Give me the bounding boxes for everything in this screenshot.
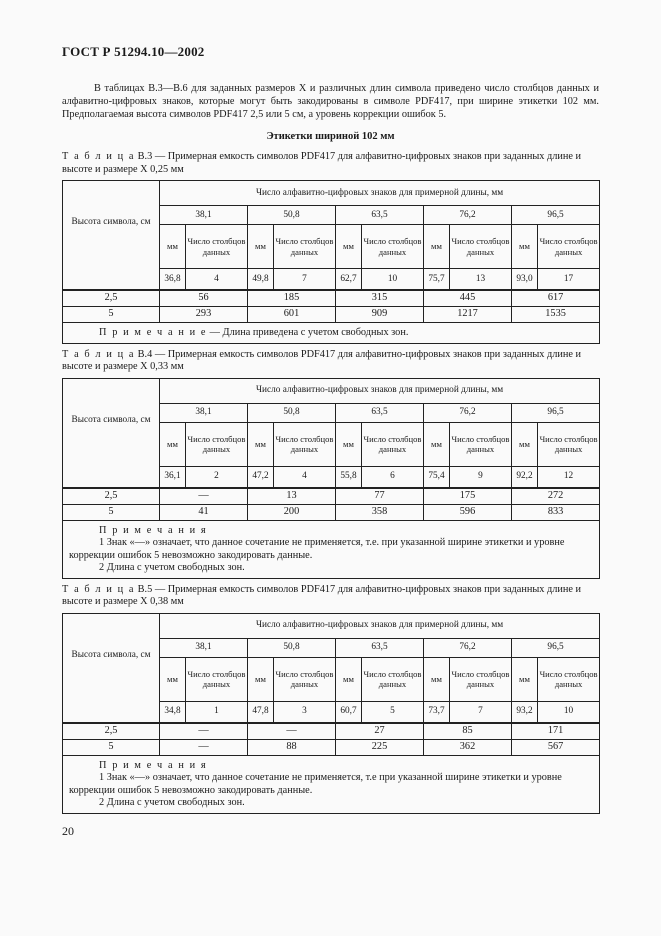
data-columns: 7	[274, 269, 336, 291]
note-text: — Длина приведена с учетом свободных зон.	[209, 327, 409, 338]
subheader-data-columns: Число столбцов данных	[186, 225, 248, 269]
subheader-data-columns: Число столбцов данных	[362, 657, 424, 701]
capacity-value: 445	[424, 290, 512, 307]
group-header: Число алфавитно-цифровых знаков для примерной длины, мм	[160, 181, 600, 206]
table-row	[63, 307, 600, 323]
capacity-value: 272	[512, 488, 600, 505]
subheader-data-columns: Число столбцов данных	[450, 657, 512, 701]
capacity-value: —	[160, 488, 248, 505]
length-header: 96,5	[512, 403, 600, 422]
subheader-mm: мм	[160, 657, 186, 701]
section-title: Этикетки шириной 102 мм	[266, 131, 395, 142]
capacity-value: 358	[336, 504, 424, 520]
subheader-data-columns: Число столбцов данных	[538, 225, 600, 269]
notes-cell	[63, 755, 600, 813]
subheader-data-columns: Число столбцов данных	[362, 225, 424, 269]
subheader-mm: мм	[424, 657, 450, 701]
actual-length: 93,2	[512, 701, 538, 723]
header-row	[63, 378, 600, 403]
capacity-value: 41	[160, 504, 248, 520]
subheader-data-columns: Число столбцов данных	[274, 657, 336, 701]
subheader-mm: мм	[512, 422, 538, 466]
subheader-mm: мм	[336, 225, 362, 269]
capacity-table	[62, 613, 600, 814]
data-columns: 1	[186, 701, 248, 723]
table-row	[63, 723, 600, 740]
capacity-value: 13	[248, 488, 336, 505]
note-label: П р и м е ч а н и я	[99, 524, 208, 536]
length-header: 50,8	[248, 206, 336, 225]
subheader-data-columns: Число столбцов данных	[450, 225, 512, 269]
tables-container	[62, 151, 599, 814]
actual-length: 92,2	[512, 466, 538, 488]
actual-length: 93,0	[512, 269, 538, 291]
subheader-data-columns: Число столбцов данных	[538, 657, 600, 701]
group-header: Число алфавитно-цифровых знаков для примерной длины, мм	[160, 378, 600, 403]
notes-row	[63, 323, 600, 344]
table-title: В.5 — Примерная емкость символов PDF417 для алфавитно-цифровых знаков при заданных длине и высоте и размере X 0,38 мм	[62, 583, 582, 607]
subheader-mm: мм	[336, 657, 362, 701]
data-columns: 9	[450, 466, 512, 488]
table-row	[63, 290, 600, 307]
table-label: Т а б л и ц а	[62, 348, 136, 360]
length-header: 63,5	[336, 206, 424, 225]
capacity-value: 1535	[512, 307, 600, 323]
row-header: Высота символа, см	[63, 613, 160, 723]
capacity-value: 56	[160, 290, 248, 307]
capacity-table	[62, 180, 600, 344]
note-text: 1 Знак «—» означает, что данное сочетание не применяется, т.е при указанной ширине этикетки и уровне коррекции ошибок 5 невозможно закодировать данные.	[69, 772, 562, 796]
symbol-height: 5	[63, 739, 160, 755]
data-columns: 2	[186, 466, 248, 488]
symbol-height: 5	[63, 504, 160, 520]
length-header: 38,1	[160, 638, 248, 657]
actual-length: 47,8	[248, 701, 274, 723]
subheader-mm: мм	[160, 225, 186, 269]
subheader-mm: мм	[160, 422, 186, 466]
table-label: Т а б л и ц а	[62, 151, 136, 162]
capacity-value: 175	[424, 488, 512, 505]
data-columns: 4	[186, 269, 248, 291]
actual-length: 62,7	[336, 269, 362, 291]
note-line	[69, 327, 593, 340]
note-text: 2 Длина с учетом свободных зон.	[99, 797, 245, 808]
table-caption	[62, 151, 599, 176]
actual-length: 47,2	[248, 466, 274, 488]
subheader-data-columns: Число столбцов данных	[362, 422, 424, 466]
header-row	[63, 181, 600, 206]
capacity-value: 85	[424, 723, 512, 740]
capacity-table	[62, 378, 600, 579]
actual-length: 36,8	[160, 269, 186, 291]
data-columns: 10	[538, 701, 600, 723]
symbol-height: 5	[63, 307, 160, 323]
subheader-mm: мм	[424, 225, 450, 269]
capacity-value: 596	[424, 504, 512, 520]
notes-row	[63, 520, 600, 578]
header-row	[63, 613, 600, 638]
row-header: Высота символа, см	[63, 181, 160, 291]
data-columns: 6	[362, 466, 424, 488]
subheader-mm: мм	[248, 657, 274, 701]
symbol-height: 2,5	[63, 488, 160, 505]
capacity-value: 200	[248, 504, 336, 520]
length-header: 76,2	[424, 206, 512, 225]
notes-cell	[63, 520, 600, 578]
data-columns: 4	[274, 466, 336, 488]
capacity-value: 171	[512, 723, 600, 740]
symbol-height: 2,5	[63, 723, 160, 740]
length-header: 63,5	[336, 638, 424, 657]
capacity-value: —	[160, 739, 248, 755]
table-row	[63, 739, 600, 755]
subheader-data-columns: Число столбцов данных	[274, 422, 336, 466]
document-page	[62, 44, 599, 814]
data-columns: 5	[362, 701, 424, 723]
table-caption	[62, 584, 599, 609]
length-header: 96,5	[512, 206, 600, 225]
table-row	[63, 488, 600, 505]
table-title: В.3 — Примерная емкость символов PDF417 для алфавитно-цифровых знаков при заданных длине и высоте и размере X 0,25 мм	[62, 151, 582, 175]
actual-length: 36,1	[160, 466, 186, 488]
length-header: 63,5	[336, 403, 424, 422]
capacity-value: 185	[248, 290, 336, 307]
actual-length: 34,8	[160, 701, 186, 723]
subheader-data-columns: Число столбцов данных	[274, 225, 336, 269]
subheader-data-columns: Число столбцов данных	[538, 422, 600, 466]
length-header: 50,8	[248, 403, 336, 422]
length-header: 96,5	[512, 638, 600, 657]
subheader-mm: мм	[336, 422, 362, 466]
data-columns: 7	[450, 701, 512, 723]
subheader-mm: мм	[512, 225, 538, 269]
capacity-value: 27	[336, 723, 424, 740]
actual-length: 55,8	[336, 466, 362, 488]
data-columns: 13	[450, 269, 512, 291]
subheader-mm: мм	[248, 225, 274, 269]
note-text: 2 Длина с учетом свободных зон.	[99, 562, 245, 573]
page-number: 20	[62, 824, 74, 838]
symbol-height: 2,5	[63, 290, 160, 307]
table-row	[63, 504, 600, 520]
data-columns: 17	[538, 269, 600, 291]
data-columns: 10	[362, 269, 424, 291]
subheader-mm: мм	[512, 657, 538, 701]
document-header: ГОСТ Р 51294.10—2002	[62, 44, 205, 59]
capacity-value: 833	[512, 504, 600, 520]
data-columns: 12	[538, 466, 600, 488]
data-columns: 3	[274, 701, 336, 723]
capacity-value: 88	[248, 739, 336, 755]
actual-length: 75,7	[424, 269, 450, 291]
capacity-value: 225	[336, 739, 424, 755]
capacity-value: 293	[160, 307, 248, 323]
length-header: 38,1	[160, 403, 248, 422]
group-header: Число алфавитно-цифровых знаков для примерной длины, мм	[160, 613, 600, 638]
row-header: Высота символа, см	[63, 378, 160, 488]
subheader-mm: мм	[424, 422, 450, 466]
note-label: П р и м е ч а н и я	[99, 759, 208, 771]
note-text: 1 Знак «—» означает, что данное сочетание не применяется, т.е. при указанной ширине этикетки и уровне коррекции ошибок 5 невозможно закодировать данные.	[69, 537, 565, 561]
capacity-value: 362	[424, 739, 512, 755]
intro-paragraph: В таблицах В.3—В.6 для заданных размеров X и различных длин символа приведено число столбцов данных и алфавитно-цифровых знаков, которые могут быть закодированы в символе PDF417, при ширине этикетки 102 мм. Предполагаемая высота символов PDF417 2,5 или 5 см, а уровень коррекции ошибок 5.	[62, 83, 599, 120]
capacity-value: 315	[336, 290, 424, 307]
actual-length: 75,4	[424, 466, 450, 488]
notes-row	[63, 755, 600, 813]
capacity-value: 77	[336, 488, 424, 505]
actual-length: 73,7	[424, 701, 450, 723]
table-label: Т а б л и ц а	[62, 583, 136, 595]
length-header: 76,2	[424, 638, 512, 657]
capacity-value: —	[160, 723, 248, 740]
note-label: П р и м е ч а н и е	[99, 327, 208, 338]
subheader-data-columns: Число столбцов данных	[186, 422, 248, 466]
capacity-value: 909	[336, 307, 424, 323]
length-header: 50,8	[248, 638, 336, 657]
length-header: 38,1	[160, 206, 248, 225]
capacity-value: —	[248, 723, 336, 740]
actual-length: 60,7	[336, 701, 362, 723]
capacity-value: 617	[512, 290, 600, 307]
actual-length: 49,8	[248, 269, 274, 291]
capacity-value: 567	[512, 739, 600, 755]
length-header: 76,2	[424, 403, 512, 422]
table-caption	[62, 349, 599, 374]
table-title: В.4 — Примерная емкость символов PDF417 для алфавитно-цифровых знаков при заданных длине и высоте и размере X 0,33 мм	[62, 348, 582, 372]
subheader-data-columns: Число столбцов данных	[186, 657, 248, 701]
notes-cell	[63, 323, 600, 344]
subheader-data-columns: Число столбцов данных	[450, 422, 512, 466]
capacity-value: 1217	[424, 307, 512, 323]
subheader-mm: мм	[248, 422, 274, 466]
capacity-value: 601	[248, 307, 336, 323]
